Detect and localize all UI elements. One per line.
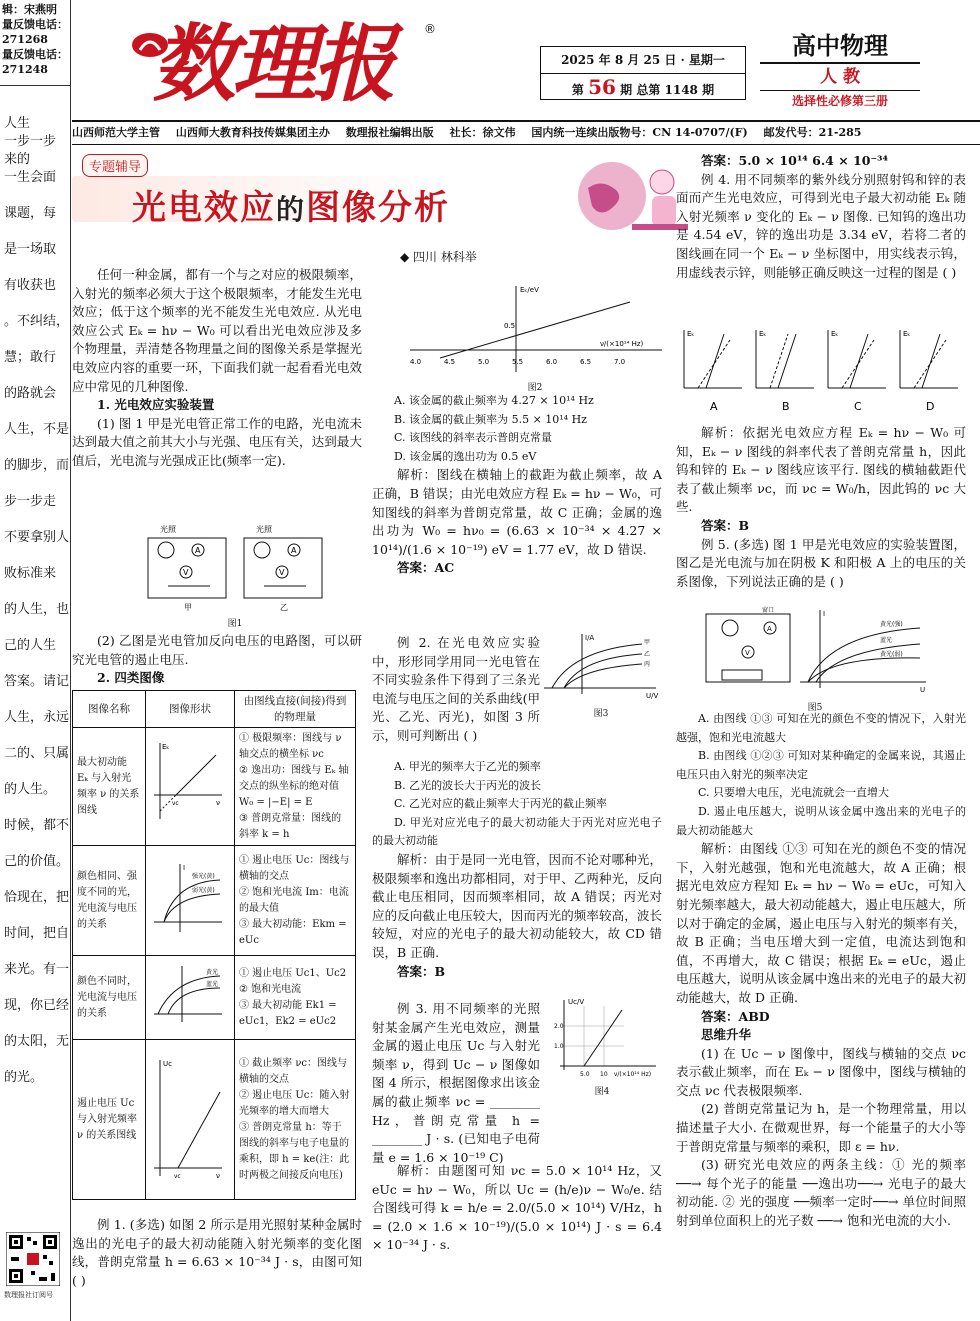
section-heading: 2. 四类图像 [97, 670, 165, 686]
column-2c [372, 1162, 662, 1255]
fragment-line: 时间，把自 [4, 926, 70, 941]
issue-prefix: 第 [571, 83, 584, 97]
fragment-line: 慧；敢行 [4, 350, 57, 365]
fragment-line: 恰现在，把 [4, 890, 70, 905]
paragraph: (1) 图 1 甲是光电管正常工作的电路，光电流未达到最大值之前其大小与光强、电压有关，达到最大值后，光电流与光强成正比(频率一定). [72, 415, 362, 468]
issue-box [540, 46, 746, 100]
svg-text:窗口: 窗口 [762, 607, 775, 614]
pub-info-item: 邮发代号：21-285 [763, 126, 862, 139]
column-3c [676, 710, 966, 1231]
example-question: 例 5. (多选) 图 1 甲是光电效应的实验装置图，图乙是光电流与加在阴极 K 和阳极 A 上的电压的关系图像，下列说法正确的是 ( ) [676, 536, 966, 589]
fragment-line: 人生，永远 [4, 710, 70, 725]
table-cell: 颜色相同、强度不同的光，光电流与电压的关系 [73, 846, 146, 956]
svg-text:蓝光: 蓝光 [880, 637, 893, 644]
svg-text:黄光: 黄光 [206, 968, 219, 976]
svg-text:0.5: 0.5 [504, 322, 516, 330]
svg-text:U/V: U/V [646, 692, 659, 700]
fragment-line: 的太阳，无 [4, 1034, 70, 1049]
pub-info-item: 山西师大教育科技传媒集团主办 [175, 126, 330, 139]
paragraph: (1) 在 Uc − ν 图像中，图线与横轴的交点 νc 表示截止频率，而在 Eₖ − ν 图像中，图线与横轴的交点 νc 代表极限频率. [676, 1045, 966, 1098]
table-graph-cell [146, 728, 235, 846]
svg-text:7.0: 7.0 [614, 358, 626, 366]
svg-text:Eₖ/eV: Eₖ/eV [520, 286, 539, 294]
adjacent-column-strip [0, 0, 71, 1321]
ex4-choice-graph[interactable] [756, 330, 814, 413]
svg-text:ν/(×10¹⁴ Hz): ν/(×10¹⁴ Hz) [614, 1071, 652, 1078]
svg-text:6.5: 6.5 [580, 358, 592, 366]
example-question: 例 4. 用不同频率的紫外线分别照射钨和锌的表面而产生光电效应，可得到光电子最大初动能 Eₖ 随入射光频率 ν 变化的 Eₖ − ν 图像. 已知钨的逸出功是 4.54 eV，锌的逸出功是 3.34 eV，若将二者的图线画在同一个 Eₖ − ν 坐标图中，用实线表示钨，用虚线表示锌，则能够正确反映这一过程的图是 ( ) [676, 171, 966, 280]
svg-text:Uc: Uc [163, 1059, 172, 1068]
table-header: 图像名称 [73, 691, 146, 728]
registered-mark: ® [424, 22, 436, 36]
svg-text:4.5: 4.5 [444, 358, 456, 366]
column-1b [72, 632, 362, 688]
fragment-line: 来光。有一 [4, 962, 70, 977]
example-1-stem [72, 1216, 362, 1290]
fragment-line: 人生，不是 [4, 422, 70, 437]
svg-text:10: 10 [600, 1071, 608, 1078]
column-3b [676, 424, 966, 591]
svg-text:5.5: 5.5 [512, 358, 524, 366]
svg-text:6.0: 6.0 [546, 358, 558, 366]
figure-3-chart [542, 632, 660, 719]
example-question: 例 2. 在光电效应实验中，形形同学用同一光电管在不同实验条件下得到了三条光电流与电压之间的关系曲线(甲光、乙光、丙光)，如图 3 所示，则可判断出 ( ) [372, 635, 540, 743]
figure-4-chart [544, 996, 660, 1097]
svg-text:νc: νc [174, 1172, 181, 1180]
svg-text:弱光(黄): 弱光(黄) [192, 886, 215, 894]
qr-code[interactable] [6, 1232, 60, 1286]
svg-text:强光(黄): 强光(黄) [192, 872, 215, 880]
answer: 答案：5.0 × 10¹⁴ 6.4 × 10⁻³⁴ [701, 153, 888, 168]
section-heading: 1. 光电效应实验装置 [97, 397, 215, 413]
author-byline: ◆ 四川 林科举 [400, 250, 477, 264]
option: B. 由图线 ①②③ 可知对某种确定的金属来说，其遏止电压只由入射光的频率决定 [676, 749, 966, 781]
svg-text:Eₖ: Eₖ [162, 742, 170, 751]
answer: 答案：ABD [701, 1008, 770, 1024]
table-graph-cell [146, 956, 235, 1040]
svg-text:Eₖ: Eₖ [759, 330, 767, 338]
svg-text:5.0: 5.0 [478, 358, 490, 366]
intro-paragraph: 任何一种金属，都有一个与之对应的极限频率，入射光的频率必须大于这个极限频率，才能发生光电效应；低于这个频率的光不能发生光电效应. 从光电效应公式 Eₖ = hν − W₀ 可以看出光电效应涉及多个物理量，弄清楚各物理量之间的图像关系是掌握光电效应内容的重要一环，下面我们就一起看看光电效应中常见的几种图像. [72, 267, 362, 394]
svg-text:4.0: 4.0 [410, 358, 422, 366]
table-row [73, 956, 356, 1040]
publication-info-bar [72, 120, 980, 145]
fragment-line: 己的价值。 [4, 854, 70, 869]
title-part: 光电效应 [132, 188, 276, 228]
fragment-line: 的光。 [4, 1070, 44, 1085]
fragment-line: 是一场取 [4, 242, 57, 257]
subject-box [760, 30, 920, 111]
example-2-stem [372, 634, 540, 746]
editor-line: 辑：宋燕明 [2, 3, 57, 16]
figure-5 [700, 604, 930, 713]
svg-text:ν: ν [216, 1171, 220, 1180]
editor-line: 量反馈电话： [2, 18, 68, 31]
graph-types-table [72, 690, 356, 1200]
option: D. 遏止电压越大，说明从该金属中逸出来的光电子的最大初动能越大 [676, 804, 966, 837]
paragraph: (2) 普朗克常量记为 h，是一个物理常量，用以描述量子大小. 在微观世界，每一个能量子的大小等于普朗克常量与频率的乘积，即 ε = hν. [676, 1101, 966, 1154]
table-row [73, 846, 356, 956]
article-banner [72, 146, 672, 246]
svg-text:I: I [183, 863, 186, 872]
editor-line: 271248 [2, 63, 48, 76]
option: D. 甲光对应光电子的最大初动能大于丙光对应光电子的最大初动能 [372, 815, 662, 848]
fragment-line: 。不纠结， [4, 314, 70, 329]
svg-text:丙: 丙 [644, 661, 651, 668]
fragment-line: 现，你已经 [4, 998, 70, 1013]
paragraph: (3) 研究光电效应的两条主线：① 光的频率 ──→ 每个光子的能量 ──逸出功──→ 光电子的最大初动能. ② 光的强度 ──频率一定时──→ 单位时间照射到单位面积上的光子数 ──→ 饱和光电流的大小. [676, 1157, 966, 1229]
svg-text:I/A: I/A [585, 634, 595, 642]
choice-label: B [782, 400, 790, 413]
editor-line: 271268 [2, 33, 48, 46]
column-2b [372, 758, 662, 981]
issue-number: 56 [588, 75, 616, 99]
title-part: 的 [276, 193, 307, 226]
option: A. 该金属的截止频率为 4.27 × 10¹⁴ Hz [394, 394, 594, 407]
option: D. 该金属的逸出功为 0.5 eV [394, 449, 537, 463]
title-part: 图像分析 [306, 188, 451, 228]
choice-label: C [854, 400, 862, 413]
column-2 [372, 392, 662, 578]
pub-info-item: 数理报社编辑出版 [345, 126, 434, 139]
svg-text:Eₖ: Eₖ [687, 330, 695, 338]
figure-2-chart [400, 280, 670, 393]
analysis: 解析：图线在横轴上的截距为截止频率，故 A 正确，B 错误；由光电效应方程 Eₖ = hν − W₀，可知图线的斜率为普朗克常量，故 C 正确；金属的逸出功为 W₀ = hν₀ = (6.63 × 10⁻³⁴ × 4.27 × 10¹⁴)/(1.6 × 10⁻¹⁹) eV = 1.77 eV，故 D 错误. [372, 467, 662, 557]
svg-text:V: V [183, 568, 189, 577]
fragment-line: 的路就会 [4, 386, 57, 401]
table-header: 由图线直接(间接)得到的物理量 [235, 691, 356, 728]
article-title [132, 180, 450, 229]
option: B. 乙光的波长大于丙光的波长 [394, 778, 542, 792]
example-4-choice-graphs [676, 326, 966, 418]
svg-text:黄光(强): 黄光(强) [880, 621, 903, 628]
editor-line: 量反馈电话： [2, 48, 68, 61]
fragment-line: 课题，每 [4, 206, 57, 221]
option: A. 由图线 ①③ 可知在光的颜色不变的情况下，入射光越强，饱和光电流越大 [676, 712, 966, 744]
svg-text:I: I [823, 610, 826, 618]
globe-illustration-icon [572, 148, 692, 244]
issue-line [541, 73, 745, 100]
svg-text:Eₖ: Eₖ [903, 330, 911, 338]
option: C. 该图线的斜率表示普朗克常量 [394, 431, 553, 445]
svg-text:νc: νc [172, 799, 179, 807]
option: C. 乙光对应的截止频率大于丙光的截止频率 [394, 797, 608, 811]
fig1-label: 甲 [184, 603, 192, 612]
svg-text:5.0: 5.0 [580, 1071, 590, 1078]
answer: 答案：AC [397, 560, 455, 576]
fragment-line: 时候，都不 [4, 818, 70, 833]
table-cell: 颜色不同时，光电流与电压的关系 [73, 956, 146, 1040]
fragment-line: 己的人生 [4, 638, 57, 653]
figure-caption: 图5 [807, 703, 823, 713]
section-heading: 思维升华 [701, 1027, 752, 1043]
table-cell: 最大初动能 Eₖ 与入射光频率 ν 的关系图线 [73, 728, 146, 846]
figure-caption: 图4 [594, 1087, 610, 1097]
svg-text:ν/(×10¹⁴ Hz): ν/(×10¹⁴ Hz) [600, 340, 644, 348]
example-question: 例 3. 用不同频率的光照射某金属产生光电效应，测量金属的遏止电压 Uc 与入射光频率 ν，得到 Uc − ν 图像如图 4 所示，根据图像求出该金属的截止频率 νc = ________ Hz，普朗克常量 h = ________ J · s. (已知电子电荷量 e = 1.6 × 10⁻¹⁹ C) [372, 1001, 540, 1165]
pub-info-item: 山西师范大学主管 [72, 126, 160, 139]
pub-info-item: 社长：徐文伟 [449, 126, 516, 139]
table-row [73, 728, 356, 846]
fragment-line: 不要拿别人 [4, 530, 70, 545]
svg-text:V: V [279, 568, 285, 577]
svg-text:乙: 乙 [644, 651, 651, 658]
date-line: 2025 年 8 月 25 日 · 星期一 [561, 53, 725, 67]
table-header: 图像形状 [146, 691, 235, 728]
table-cell: ① 遏止电压 Uc：图线与横轴的交点 ② 饱和光电流 Im：电流的最大值 ③ 最大初动能：Ekm = eUc [235, 846, 356, 956]
analysis: 解析：由题图可知 νc = 5.0 × 10¹⁴ Hz，又 eUc = hν − W₀，所以 Uc = (h/e)ν − W₀/e. 结合图线可得 k = h/e = 2.0/(5.0 × 10¹⁴) V/Hz，h = (2.0 × 1.6 × 10⁻¹⁹)/(5.0 × 10¹⁴) J · s = 6.4 × 10⁻³⁴ J · s. [372, 1163, 662, 1253]
svg-text:ν: ν [216, 798, 220, 807]
fragment-line: 的脚步，而 [4, 458, 70, 473]
svg-text:1.0: 1.0 [554, 1043, 564, 1050]
example-3-stem [372, 1000, 540, 1167]
ex4-choice-graph[interactable] [900, 330, 958, 413]
table-graph-cell [146, 1040, 235, 1200]
pub-info-item: 国内统一连续出版物号：CN 14-0707/(F) [531, 126, 748, 139]
fragment-line: 人生 [4, 116, 31, 131]
fragment-line: 败标准来 [4, 566, 57, 581]
book-label: 选择性必修第三册 [791, 94, 888, 108]
option: C. 只要增大电压，光电流就会一直增大 [698, 786, 890, 800]
column-tag: 专题辅导 [82, 154, 148, 177]
issue-suffix: 期 总第 1148 期 [620, 83, 715, 97]
fragment-line: 的人生。 [4, 782, 57, 797]
table-cell: ① 截止频率 νc：图线与横轴的交点 ② 遏止电压 Uc：随入射光频率的增大而增大 ③ 普朗克常量 h：等于图线的斜率与电子电量的乘积，即 h = ke(注：此时两极之间接反向电压) [235, 1040, 356, 1200]
table-cell: 遏止电压 Uc 与入射光频率 ν 的关系图线 [73, 1040, 146, 1200]
svg-text:U: U [920, 686, 926, 694]
figure-caption: 图3 [593, 709, 609, 719]
fig1-label: 乙 [280, 603, 288, 612]
svg-text:2.0: 2.0 [554, 1023, 564, 1030]
qr-caption: 数理报社订阅号 [4, 1291, 53, 1299]
svg-text:V: V [745, 649, 750, 657]
svg-text:Eₖ: Eₖ [831, 330, 839, 338]
fragment-line: 有收获也 [4, 278, 57, 293]
fragment-line: 答案。请记 [4, 674, 70, 689]
figure-1-circuits [140, 520, 330, 629]
table-cell: ① 遏止电压 Uc1、Uc2 ② 饱和光电流 ③ 最大初动能 Ek1 = eUc1，Ek2 = eUc2 [235, 956, 356, 1040]
example-question: 例 1. (多选) 如图 2 所示是用光照射某种金属时逸出的光电子的最大初动能随入射光频率的变化图线，普朗克常量 h = 6.63 × 10⁻³⁴ J · s，由图可知 ( ) [72, 1217, 362, 1288]
figure-caption: 图1 [227, 619, 243, 629]
paragraph: (2) 乙图是光电管加反向电压的电路图，可以研究光电管的遏止电压. [72, 633, 362, 667]
newspaper-logo [132, 14, 436, 114]
edition-label: 人 教 [760, 64, 920, 91]
svg-text:黄光(弱): 黄光(弱) [880, 651, 903, 658]
fragment-list [0, 85, 70, 1086]
fig1-label: 光照 [160, 525, 176, 534]
table-row [73, 1040, 356, 1200]
table-cell: ① 极限频率：图线与 ν 轴交点的横坐标 νc ② 逸出功：图线与 Eₖ 轴交点的纵坐标的绝对值 W₀ = |−E| = E ③ 普朗克常量：图线的斜率 k = h [235, 728, 356, 846]
table-graph-cell [146, 846, 235, 956]
analysis: 解析：由于是同一光电管，因而不论对哪种光，极限频率和逸出功都相同，对于甲、乙两种光，反向截止电压相同，因而频率相同，故 A 错误；丙光对应的反向截止电压较大，因而丙光的频率较高，波长较短，对应的光电子的最大初动能较大，故 CD 错误，B 正确. [372, 851, 662, 960]
fragment-line: 二的、只属 [4, 746, 70, 761]
answer: 答案：B [701, 517, 750, 533]
fragment-line: 一生会面 [4, 170, 57, 185]
figure-caption: 图2 [527, 383, 543, 393]
answer: 答案：B [397, 963, 446, 979]
ex4-choice-graph[interactable] [684, 330, 742, 413]
fragment-line: 一步一步 [4, 134, 57, 149]
option: B. 该金属的截止频率为 5.5 × 10¹⁴ Hz [394, 412, 587, 426]
svg-text:A: A [291, 546, 297, 555]
choice-label: A [710, 400, 718, 413]
subject-title: 高中物理 [760, 30, 920, 64]
fragment-line: 的人生，也 [4, 602, 70, 617]
svg-text:甲: 甲 [644, 639, 651, 646]
svg-text:A: A [195, 546, 201, 555]
svg-text:蓝光: 蓝光 [206, 980, 219, 988]
svg-text:Uc/V: Uc/V [568, 998, 585, 1006]
option: A. 甲光的频率大于乙光的频率 [394, 760, 541, 773]
column-1 [72, 266, 362, 471]
analysis: 解析：依据光电效应方程 Eₖ = hν − W₀ 可知，Eₖ − ν 图线的斜率代表了普朗克常量 h，因此钨和锌的 Eₖ − ν 图线应该平行. 图线的横轴截距代表了截止频率 νc，而 νc = W₀/h，因此钨的 νc 大些. [676, 425, 966, 515]
analysis: 解析：由图线 ①③ 可知在光的颜色不变的情况下，入射光越强，饱和光电流越大，故 A 正确；根据光电效应方程知 Eₖ = hν − W₀ = eUc，可知入射光频率越大，最大初动能越大，遏止电压越大，所以对于确定的金属，遏止电压与入射光的频率有关，故 B 正确；当电压增大到一定值，电流达到饱和值，不再增大，故 C 错误；根据 Eₖ = eUc，遏止电压越大，说明从该金属中逸出来的光电子的最大初动能越大，故 D 正确. [676, 841, 966, 1005]
fig1-label: 光照 [256, 525, 272, 534]
logo-text: 数理报 [152, 14, 393, 113]
svg-text:A: A [767, 625, 772, 633]
ex4-choice-graph[interactable] [828, 330, 886, 413]
fragment-line: 步一步走 [4, 494, 57, 509]
editor-info [0, 0, 70, 77]
fragment-line: 来的 [4, 152, 31, 167]
column-3 [676, 152, 966, 282]
choice-label: D [926, 400, 935, 413]
